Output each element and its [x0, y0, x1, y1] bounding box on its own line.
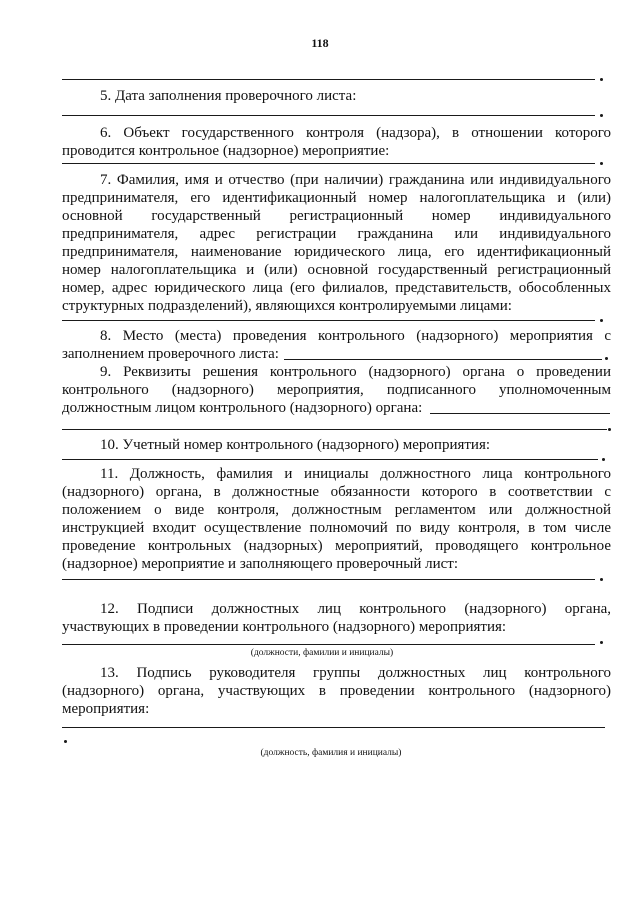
item-8-line-1: 8. Место (места) проведения контрольного (надзорного) мероприятия с [100, 328, 611, 344]
fill-line [62, 79, 595, 80]
item-11-line-3: положением о виде контроля, должностным регламентом или должностной [62, 502, 611, 518]
item-7-line-4: предпринимателя, адрес регистрации гражданина или индивидуального [62, 226, 611, 242]
item-11-line-5: проведение контрольных (надзорных) мероприятий, проводящего контрольное [62, 538, 611, 554]
line-end-dot [600, 114, 603, 117]
line-end-dot [600, 578, 603, 581]
item-6-line-1: 6. Объект государственного контроля (надзора), в отношении которого [100, 125, 611, 141]
item-11-line-1: 11. Должность, фамилия и инициалы должностного лица контрольного [100, 466, 611, 482]
fill-line [430, 413, 610, 414]
line-end-dot [600, 319, 603, 322]
item-8-line-2: заполнением проверочного листа: [62, 346, 279, 362]
fill-line [284, 359, 602, 360]
fill-line [62, 320, 595, 321]
fill-line [62, 115, 595, 116]
line-end-dot [600, 641, 603, 644]
item-11-line-4: инструкцией входит осуществление полномочий по виду контроля, в том числе [62, 520, 611, 536]
item-12-line-1: 12. Подписи должностных лиц контрольного (надзорного) органа, [100, 601, 611, 617]
item-10-text: 10. Учетный номер контрольного (надзорного) мероприятия: [100, 437, 491, 453]
item-12-line-2: участвующих в проведении контрольного (надзорного) мероприятия: [62, 619, 507, 635]
item-11-line-6: (надзорное) мероприятие и заполняющего проверочный лист: [62, 556, 458, 572]
item-13-caption: (должность, фамилия и инициалы) [260, 748, 402, 758]
item-5-text: 5. Дата заполнения проверочного листа: [100, 88, 357, 104]
fill-line [62, 429, 607, 430]
fill-line [62, 727, 605, 728]
fill-line [62, 163, 595, 164]
line-end-dot [608, 428, 611, 431]
fill-line [62, 644, 595, 645]
item-7-line-6: номер налогоплательщика и (или) основной государственный регистрационный [62, 262, 611, 278]
line-end-dot [602, 458, 605, 461]
line-end-dot [600, 78, 603, 81]
item-9-line-2: контрольного (надзорного) мероприятия, подписанного уполномоченным [62, 382, 611, 398]
item-7-line-5: предпринимателя, наименование юридического лица, его идентификационный [62, 244, 611, 260]
line-end-dot [605, 357, 608, 360]
item-11-line-2: (надзорного) органа, в должностные обязанности которого в соответствии с [62, 484, 611, 500]
item-9-line-1: 9. Реквизиты решения контрольного (надзорного) органа о проведении [100, 364, 611, 380]
item-13-line-2: (надзорного) органа, участвующих в проведении контрольного (надзорного) [62, 683, 611, 699]
item-7-line-1: 7. Фамилия, имя и отчество (при наличии) гражданина или индивидуального [100, 172, 611, 188]
page-number: 118 [311, 36, 329, 50]
fill-line [62, 459, 598, 460]
item-12-caption: (должности, фамилии и инициалы) [250, 648, 394, 658]
line-end-dot [64, 740, 67, 743]
item-6-line-2: проводится контрольное (надзорное) мероприятие: [62, 143, 390, 159]
fill-line [62, 579, 595, 580]
item-7-line-2: предпринимателя, его идентификационный номер налогоплательщика и (или) [62, 190, 611, 206]
item-7-line-7: номер, адрес юридического лица (его филиалов, представительств, обособленных [62, 280, 611, 296]
item-7-line-8: структурных подразделений), являющихся контролируемыми лицами: [62, 298, 512, 314]
item-13-line-1: 13. Подпись руководителя группы должностных лиц контрольного [100, 665, 611, 681]
item-9-line-3: должностным лицом контрольного (надзорного) органа: [62, 400, 423, 416]
line-end-dot [600, 162, 603, 165]
item-7-line-3: основной государственный регистрационный номер индивидуального [62, 208, 611, 224]
item-13-line-3: мероприятия: [62, 701, 150, 717]
